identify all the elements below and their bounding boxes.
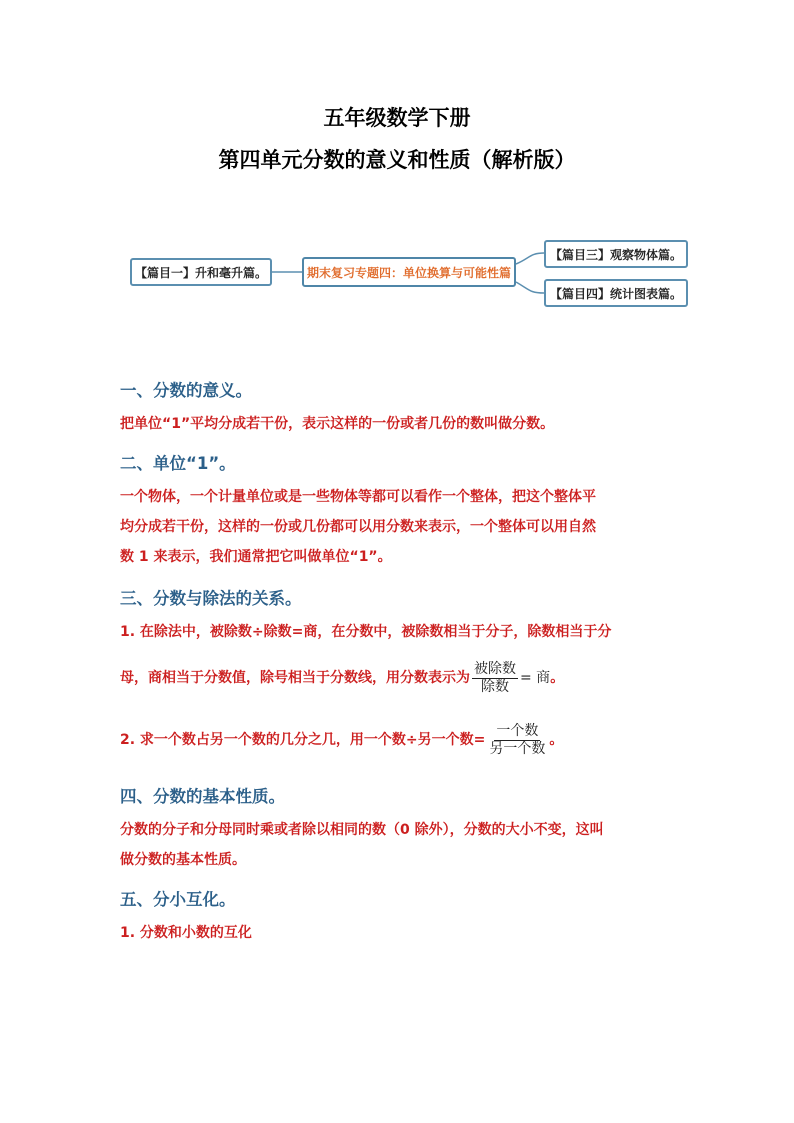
connector-top	[516, 253, 544, 264]
fraction-numerator-2: 一个数	[496, 722, 539, 739]
nav-link-part3[interactable]: 【篇目三】观察物体篇。	[544, 240, 688, 268]
section-3-p1-line2	[120, 660, 680, 696]
fraction-denominator: 除数	[481, 678, 509, 695]
section-2-text	[120, 482, 680, 572]
section-5-heading: 五、分小互化。	[120, 890, 236, 909]
nav-connectors	[0, 0, 794, 400]
section-2-heading: 二、单位“1”。	[120, 454, 236, 473]
section-3-p2-end: 。	[549, 732, 564, 748]
section-3-heading: 三、分数与除法的关系。	[120, 589, 302, 608]
section-3-p2	[120, 722, 680, 758]
fraction-numerator: 被除数	[474, 660, 516, 677]
nav-link-part4[interactable]: 【篇目四】统计图表篇。	[544, 279, 688, 307]
section-5-subheading: 1. 分数和小数的互化	[120, 925, 252, 941]
fraction-dividend-divisor	[472, 661, 518, 696]
section-2-line-2: 均分成若干份，这样的一份或几份都可以用分数来表示，一个整体可以用自然	[120, 519, 596, 535]
nav-link-part1[interactable]: 【篇目一】升和毫升篇。	[130, 258, 272, 286]
section-1-text: 把单位“1”平均分成若干份，表示这样的一份或者几份的数叫做分数。	[120, 416, 555, 432]
section-3-p2-text: 2. 求一个数占另一个数的几分之几，用一个数÷另一个数=	[120, 732, 486, 748]
fraction-one-number	[487, 723, 547, 758]
section-4-line-2: 做分数的基本性质。	[120, 852, 246, 868]
nav-current-topic[interactable]: 期末复习专题四：单位换算与可能性篇	[302, 257, 516, 287]
section-4-text	[120, 815, 680, 875]
section-4-heading: 四、分数的基本性质。	[120, 787, 285, 806]
section-3-p1-end: 。	[550, 670, 565, 686]
section-1-heading: 一、分数的意义。	[120, 381, 252, 400]
connector-bottom	[516, 282, 544, 293]
section-3-p1-text: 母，商相当于分数值，除号相当于分数线，用分数表示为	[120, 670, 470, 686]
doc-subtitle: 第四单元分数的意义和性质（解析版）	[218, 148, 576, 172]
fraction-denominator-2: 另一个数	[489, 740, 546, 757]
section-2-line-1: 一个物体，一个计量单位或是一些物体等都可以看作一个整体，把这个整体平	[120, 489, 596, 505]
section-4-line-1: 分数的分子和分母同时乘或者除以相同的数（0 除外），分数的大小不变，这叫	[120, 822, 604, 838]
fraction-result: = 商	[520, 670, 551, 686]
section-2-line-3: 数 1 来表示，我们通常把它叫做单位“1”。	[120, 549, 392, 565]
section-3-p1-line1: 1. 在除法中，被除数÷除数=商，在分数中，被除数相当于分子，除数相当于分	[120, 624, 612, 640]
doc-title: 五年级数学下册	[323, 106, 471, 130]
